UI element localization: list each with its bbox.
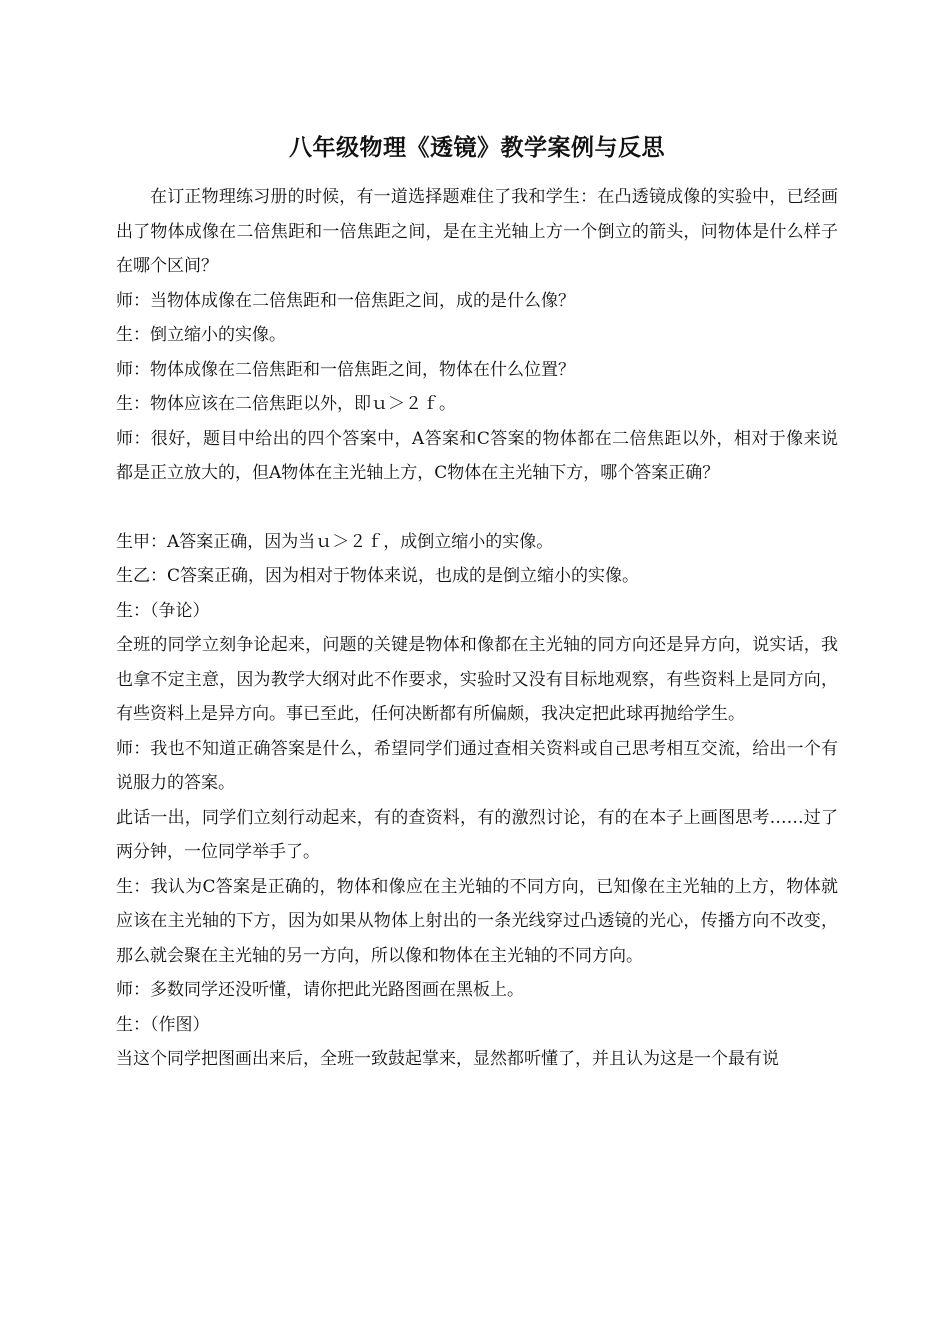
dialogue-line: 师：多数同学还没听懂，请你把此光路图画在黑板上。 — [116, 980, 524, 1000]
dialogue-line: 师：当物体成像在二倍焦距和一倍焦距之间，成的是什么像？ — [116, 290, 575, 311]
intro-paragraph: 在订正物理练习册的时候，有一道选择题难住了我和学生：在凸透镜成像的实验中，已经画出了物体成像在二倍焦距和一倍焦距之间，是在主光轴上方一个倒立的箭头，问物体是什么样子在哪个区间？ — [116, 187, 838, 276]
dialogue-line: 师：很好，题目中给出的四个答案中，A答案和C答案的物体都在二倍焦距以外，相对于像来说都是正立放大的，但A物体在主光轴上方，C物体在主光轴下方，哪个答案正确？ — [116, 428, 838, 483]
dialogue-line: 生：（争论） — [116, 600, 210, 621]
dialogue-line: 生：（作图） — [116, 1014, 210, 1035]
dialogue-line: 生：倒立缩小的实像。 — [116, 325, 286, 345]
document-title: 八年级物理《透镜》教学案例与反思 — [289, 134, 665, 161]
dialogue-line: 生甲：A答案正确，因为当ｕ＞２ｆ，成倒立缩小的实像。 — [116, 531, 554, 552]
narrative-paragraph: 当这个同学把图画出来后，全班一致鼓起掌来，显然都听懂了，并且认为这是一个最有说 — [116, 1049, 779, 1069]
document-body — [116, 130, 838, 1077]
blank-line — [116, 491, 838, 525]
narrative-paragraph: 此话一出，同学们立刻行动起来，有的查资料，有的激烈讨论，有的在本子上画图思考……过了两分钟，一位同学举手了。 — [116, 807, 838, 862]
narrative-paragraph: 全班的同学立刻争论起来，问题的关键是物体和像都在主光轴的同方向还是异方向，说实话，我也拿不定主意，因为教学大纲对此不作要求，实验时又没有目标地观察，有些资料上是同方向，有些资料上是异方向。事已至此，任何决断都有所偏颇，我决定把此球再抛给学生。 — [116, 635, 838, 724]
dialogue-line: 生：我认为C答案是正确的，物体和像应在主光轴的不同方向，已知像在主光轴的上方，物体就应该在主光轴的下方，因为如果从物体上射出的一条光线穿过凸透镜的光心，传播方向不改变，那么就会聚在主光轴的另一方向，所以像和物体在主光轴的不同方向。 — [116, 876, 838, 966]
dialogue-line: 师：物体成像在二倍焦距和一倍焦距之间，物体在什么位置？ — [116, 359, 575, 380]
dialogue-line: 师：我也不知道正确答案是什么，希望同学们通过查相关资料或自己思考相互交流，给出一个有说服力的答案。 — [116, 738, 838, 793]
dialogue-line: 生：物体应该在二倍焦距以外，即ｕ＞２ｆ。 — [116, 394, 456, 414]
dialogue-line: 生乙：C答案正确，因为相对于物体来说，也成的是倒立缩小的实像。 — [116, 566, 640, 586]
